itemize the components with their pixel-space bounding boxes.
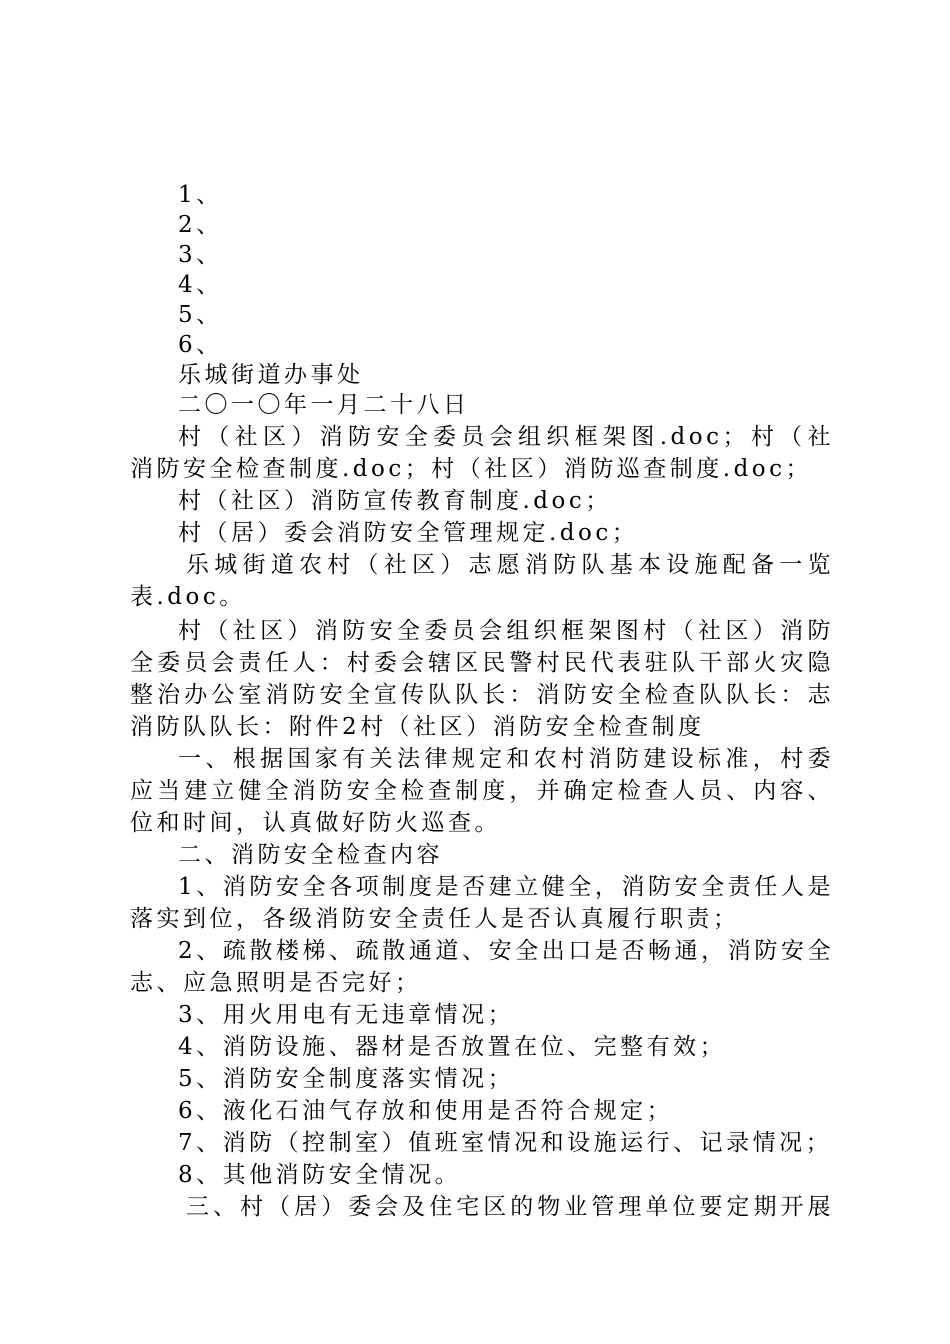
- attachment-line: 表.doc。: [130, 584, 246, 610]
- paragraph-line: 应当建立健全消防安全检查制度，并确定检查人员、内容、: [130, 778, 834, 804]
- list-number-1: 1、: [178, 182, 223, 208]
- paragraph-line: 村（社区）消防安全委员会组织框架图村（社区）消防: [178, 618, 834, 644]
- list-item-line: 7、消防（控制室）值班室情况和设施运行、记录情况；: [178, 1130, 833, 1156]
- paragraph-line: 整治办公室消防安全宣传队队长：消防安全检查队队长：志: [130, 682, 834, 708]
- list-item-line: 8、其他消防安全情况。: [178, 1162, 462, 1188]
- list-number-3: 3、: [178, 242, 223, 268]
- paragraph-line: 三、村（居）委会及住宅区的物业管理单位要定期开展: [186, 1194, 834, 1220]
- attachment-line: 村（社区）消防宣传教育制度.doc；: [178, 488, 612, 514]
- paragraph-line: 全委员会责任人：村委会辖区民警村民代表驻队干部火灾隐: [130, 650, 834, 676]
- list-number-2: 2、: [178, 212, 223, 238]
- attachment-line: 村（居）委会消防安全管理规定.doc；: [178, 520, 639, 546]
- list-item-line: 2、疏散楼梯、疏散通道、安全出口是否畅通，消防安全: [178, 938, 834, 964]
- list-number-4: 4、: [178, 272, 223, 298]
- list-item-line: 4、消防设施、器材是否放置在位、完整有效；: [178, 1034, 727, 1060]
- list-item-line: 志、应急照明是否完好；: [130, 970, 422, 996]
- paragraph-line: 位和时间，认真做好防火巡查。: [130, 810, 501, 836]
- list-item-line: 落实到位，各级消防安全责任人是否认真履行职责；: [130, 906, 740, 932]
- list-number-6: 6、: [178, 332, 223, 358]
- paragraph-line: 一、根据国家有关法律规定和农村消防建设标准，村委: [178, 746, 834, 772]
- attachment-line: 乐城街道农村（社区）志愿消防队基本设施配备一览: [186, 552, 834, 578]
- list-number-5: 5、: [178, 302, 223, 328]
- list-item-line: 5、消防安全制度落实情况；: [178, 1066, 515, 1092]
- list-item-line: 3、用火用电有无违章情况；: [178, 1002, 515, 1028]
- list-item-line: 1、消防安全各项制度是否建立健全，消防安全责任人是: [178, 874, 834, 900]
- section-heading: 二、消防安全检查内容: [178, 842, 443, 868]
- attachment-line: 消防安全检查制度.doc；村（社区）消防巡查制度.doc；: [130, 456, 813, 482]
- paragraph-line: 消防队队长：附件2村（社区）消防安全检查制度: [130, 714, 705, 740]
- list-item-line: 6、液化石油气存放和使用是否符合规定；: [178, 1098, 674, 1124]
- attachment-line: 村（社区）消防安全委员会组织框架图.doc；村（社: [178, 424, 834, 450]
- issue-date: 二〇一〇年一月二十八日: [178, 392, 470, 418]
- issuer-name: 乐城街道办事处: [178, 362, 364, 388]
